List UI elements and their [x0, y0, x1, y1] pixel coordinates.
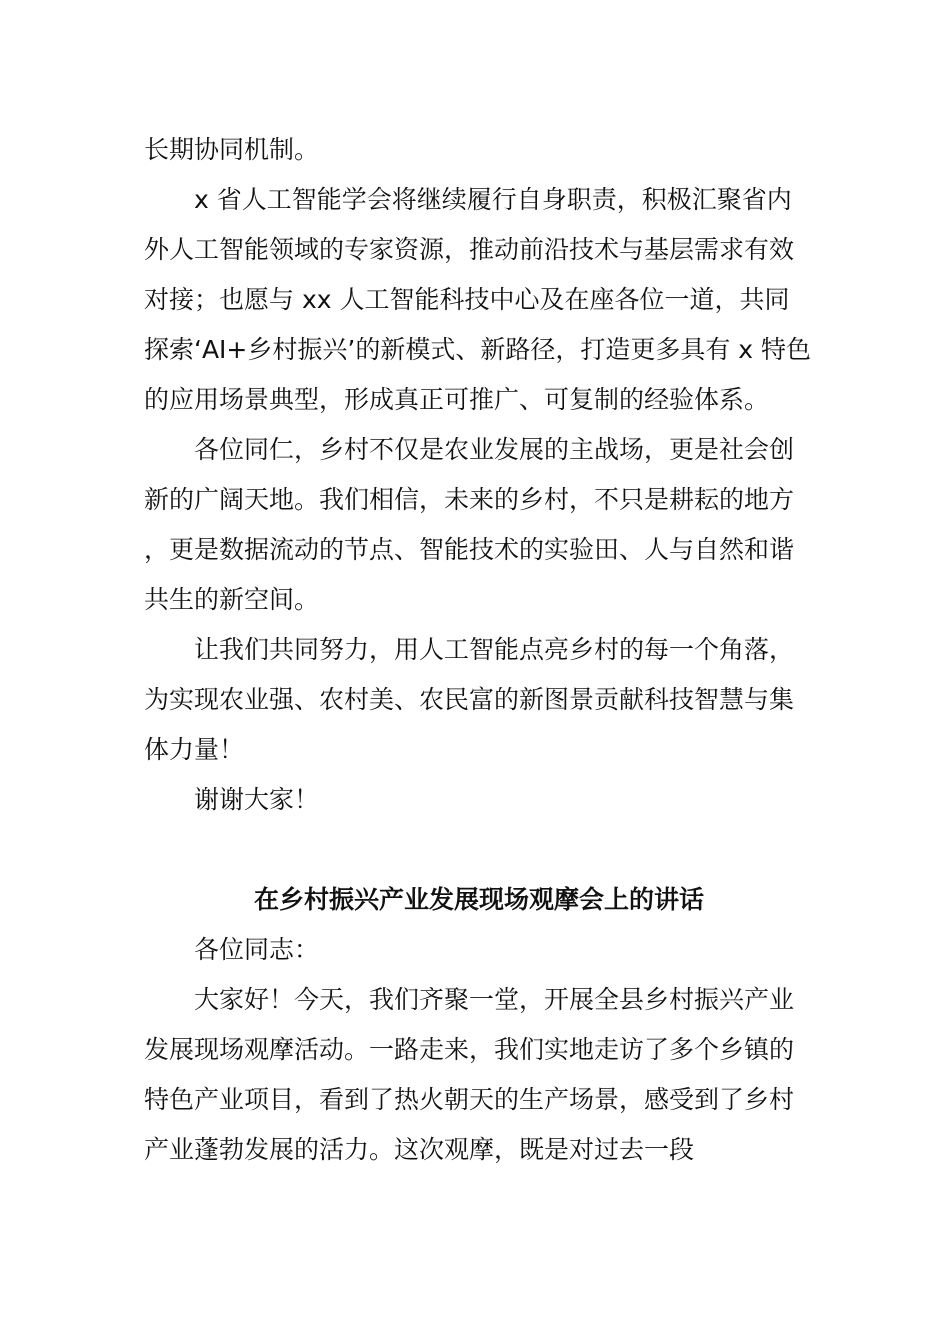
section-gap — [144, 825, 814, 875]
paragraph-call-to-action: 让我们共同努力，用人工智能点亮乡村的每一个角落，为实现农业强、农村美、农民富的新图景贡献科技智慧与集体力量！ — [144, 635, 795, 764]
speech-title: 在乡村振兴产业发展现场观摩会上的讲话 — [253, 885, 704, 914]
paragraph-rural-vision: 各位同仁，乡村不仅是农业发展的主战场，更是社会创新的广阔天地。我们相信，未来的乡村，不只是耕耘的地方，更是数据流动的节点、智能技术的实验田、人与自然和谐共生的新空间。 — [144, 435, 795, 614]
paragraph-thanks: 谢谢大家！ — [194, 785, 320, 814]
paragraph-opening: 大家好！今天，我们齐聚一堂，开展全县乡村振兴产业发展现场观摩活动。一路走来，我们实地走访了多个乡镇的特色产业项目，看到了热火朝天的生产场景，感受到了乡村产业蓬勃发展的活力。这次观摩，既是对过去一段 — [144, 985, 795, 1164]
paragraph-continuation: 长期协同机制。 — [144, 135, 320, 164]
speech-greeting: 各位同志： — [194, 935, 320, 964]
document-body — [144, 125, 814, 1175]
paragraph-society-commitment: x 省人工智能学会将继续履行自身职责，积极汇聚省内外人工智能领域的专家资源，推动前沿技术与基层需求有效对接；也愿与 xx 人工智能科技中心及在座各位一道，共同探索‘AI+乡村振兴’的新模式、新路径，打造更多具有 x 特色的应用场景典型，形成真正可推广、可复制的经验体系。 — [144, 185, 812, 414]
